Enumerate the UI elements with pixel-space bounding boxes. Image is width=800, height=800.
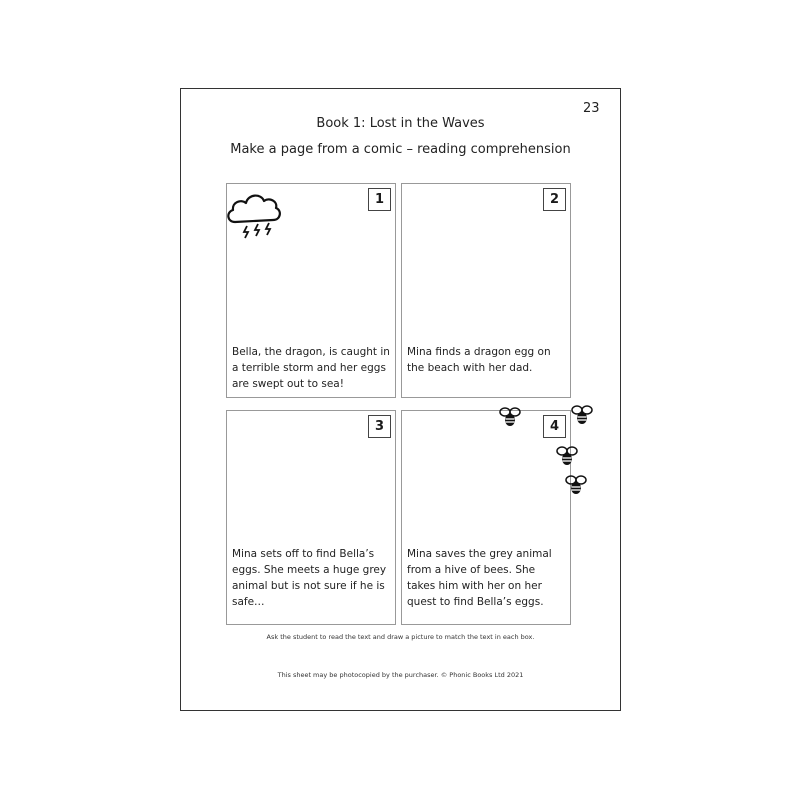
storm-cloud-icon [225,188,283,244]
bee-icon [498,405,522,429]
page-subtitle: Make a page from a comic – reading comprehension [230,142,571,157]
panel-caption: Mina sets off to find Bella’s eggs. She meets a huge grey animal but is not sure if he is safe… [232,548,387,608]
panel-number-badge: 1 [368,188,391,211]
bee-icon [570,403,594,427]
bee-icon [564,473,588,497]
panel-number-badge: 2 [543,188,566,211]
comic-panel-2 [401,183,571,398]
panel-caption: Mina finds a dragon egg on the beach with her dad. [407,346,551,374]
panel-number-badge: 3 [368,415,391,438]
panel-caption: Bella, the dragon, is caught in a terrible storm and her eggs are swept out to sea! [232,346,390,390]
comic-panel-3 [226,410,396,625]
panel-number-badge: 4 [543,415,566,438]
page-title: Book 1: Lost in the Waves [316,116,485,131]
comic-panel-4 [401,410,571,625]
copyright-footer: This sheet may be photocopied by the purchaser. © Phonic Books Ltd 2021 [277,671,524,679]
bee-icon [555,444,579,468]
instruction-text: Ask the student to read the text and draw a picture to match the text in each box. [266,633,535,641]
panel-caption: Mina saves the grey animal from a hive of bees. She takes him with her on her quest to find Bella’s eggs. [407,548,552,608]
page-number: 23 [583,101,600,116]
